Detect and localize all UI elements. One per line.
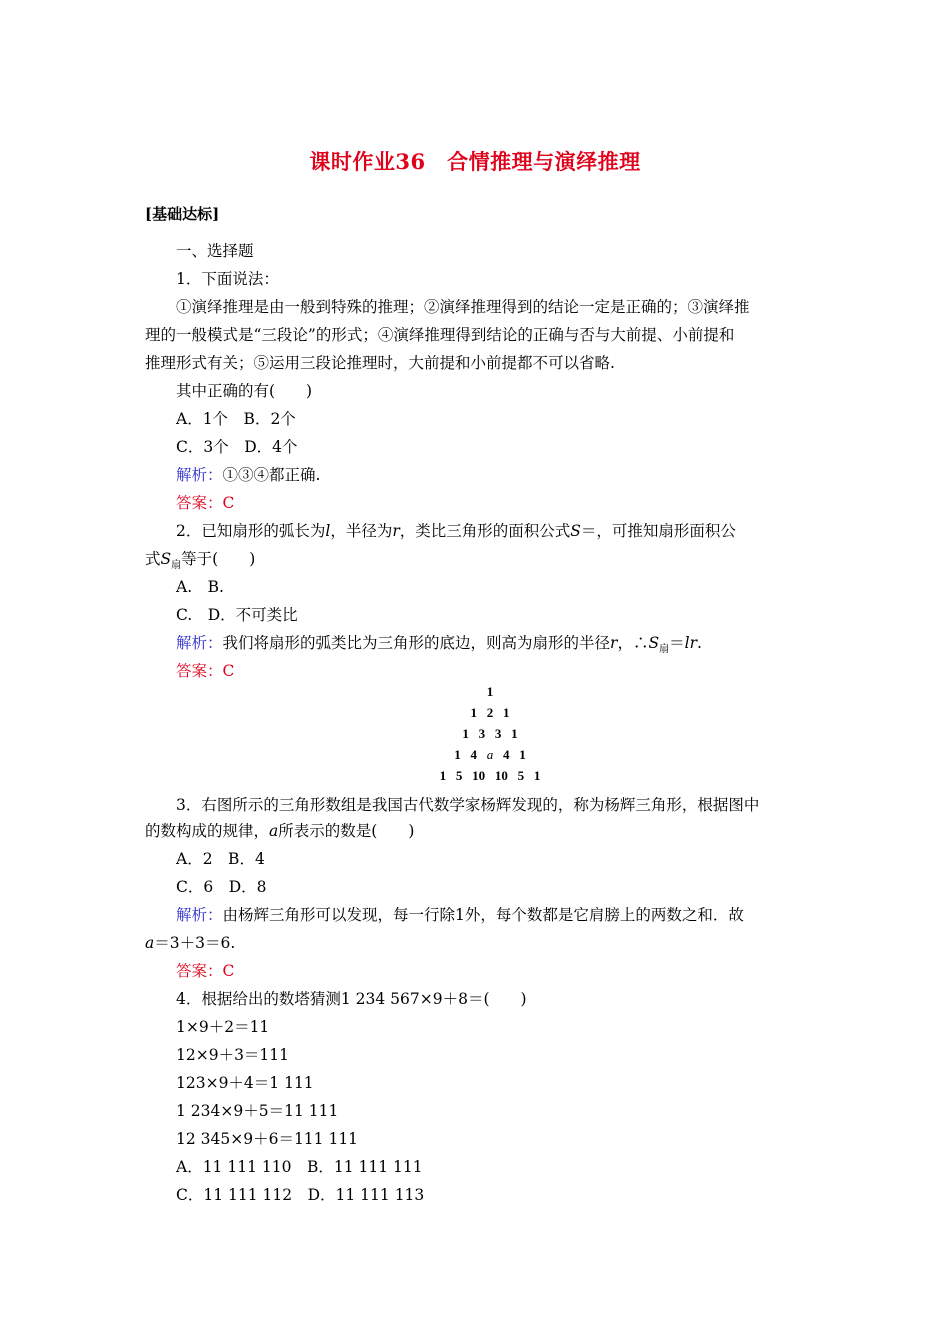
q2-stem-line1 [176, 521, 736, 541]
q3-text: 的数构成的规律， [145, 822, 270, 840]
q2-text: ，半径为 [330, 522, 393, 540]
answer-label: 答案： [176, 494, 223, 512]
analysis-text: 由杨辉三角形可以发现，每一行除1外，每个数都是它肩膀上的两数之和．故 [222, 906, 744, 924]
q2-options-cd: C. D．不可类比 [176, 606, 298, 624]
q2-subscript: 扇 [659, 644, 670, 656]
q1-options-cd: C．3个 D．4个 [176, 438, 298, 456]
q2-var-r: r [392, 522, 400, 540]
q1-analysis [176, 465, 320, 485]
q2-answer [176, 661, 234, 681]
analysis-text: ①③④都正确. [222, 466, 321, 484]
analysis-label: 解析： [176, 634, 223, 652]
q2-var-s: S [570, 522, 581, 540]
q3-answer [176, 961, 234, 981]
q4-eq-1: 1×9＋2＝11 [176, 1018, 270, 1036]
q3-var-a: a [269, 822, 279, 840]
q1-stem: 1．下面说法： [176, 270, 279, 288]
q1-line1: ①演绎推理是由一般到特殊的推理；②演绎推理得到的结论一定是正确的；③演绎推 [176, 298, 750, 316]
part-heading: 一、选择题 [176, 242, 254, 260]
q1-ask: 其中正确的有( ) [176, 382, 313, 400]
triangle-var-a: a [486, 747, 494, 762]
q4-eq-2: 12×9＋3＝111 [176, 1046, 290, 1064]
q2-var-lr: lr [684, 634, 697, 652]
q2-text: ，类比三角形的面积公式 [399, 522, 571, 540]
analysis-label: 解析： [176, 466, 223, 484]
triangle-row-1: 1 [486, 684, 494, 699]
q2-text: 2．已知扇形的弧长为 [176, 522, 326, 540]
q3-options-cd: C．6 D．8 [176, 878, 267, 896]
q2-var-r: r [610, 634, 618, 652]
q4-eq-5: 12 345×9＋6＝111 111 [176, 1130, 359, 1148]
triangle-row-5: 1 5 10 10 5 1 [439, 768, 541, 783]
q2-stem-line2 [145, 549, 255, 576]
q3-analysis-line2 [145, 933, 235, 953]
analysis-text: ＝ [669, 634, 685, 652]
q1-options-ab: A．1个 B．2个 [176, 410, 296, 428]
q2-var-l: l [325, 522, 331, 540]
q3-text: 所表示的数是( ) [278, 822, 415, 840]
triangle-row-2: 1 2 1 [470, 705, 510, 720]
section-heading: [基础达标] [145, 205, 220, 223]
q1-line2: 理的一般模式是“三段论”的形式；④演绎推理得到结论的正确与否与大前提、小前提和 [145, 326, 735, 344]
q2-text: 式 [145, 550, 161, 568]
q4-stem: 4．根据给出的数塔猜测1 234 567×9＋8＝( ) [176, 990, 527, 1008]
analysis-label: 解析： [176, 906, 223, 924]
q1-answer [176, 493, 234, 513]
analysis-text: ＝3＋3＝6. [154, 934, 236, 952]
q3-options-ab: A．2 B．4 [176, 850, 265, 868]
q3-stem-line2 [145, 821, 414, 841]
q4-options-ab: A．11 111 110 B．11 111 111 [176, 1158, 423, 1176]
q3-analysis [176, 905, 744, 925]
q2-text: ＝，可推知扇形面积公 [580, 522, 736, 540]
q4-options-cd: C．11 111 112 D．11 111 113 [176, 1186, 425, 1204]
q2-var-s: S [648, 634, 660, 652]
triangle-text: 1 4 [454, 747, 487, 762]
answer-value: C [222, 662, 235, 680]
analysis-text: . [696, 634, 702, 652]
q2-var-s: S [160, 550, 172, 568]
analysis-text: 我们将扇形的弧类比为三角形的底边，则高为扇形的半径 [222, 634, 611, 652]
page-title: 课时作业36 合情推理与演绎推理 [309, 149, 641, 174]
triangle-text: 4 1 [493, 747, 526, 762]
q4-eq-4: 1 234×9＋5＝11 111 [176, 1102, 339, 1120]
q2-text: 等于( ) [181, 550, 256, 568]
q4-eq-3: 123×9＋4＝1 111 [176, 1074, 314, 1092]
q2-analysis [176, 633, 702, 660]
q2-options-ab: A. B. [176, 578, 224, 596]
answer-label: 答案： [176, 962, 223, 980]
q1-line3: 推理形式有关；⑤运用三段论推理时，大前提和小前提都不可以省略. [145, 354, 615, 372]
q3-var-a: a [145, 934, 155, 952]
answer-label: 答案： [176, 662, 223, 680]
q3-stem-line1: 3．右图所示的三角形数组是我国古代数学家杨辉发现的，称为杨辉三角形，根据图中 [176, 796, 760, 814]
answer-value: C [222, 962, 235, 980]
answer-value: C [222, 494, 235, 512]
triangle-row-3: 1 3 3 1 [462, 726, 518, 741]
analysis-text: ，∴ [617, 634, 649, 652]
q2-subscript: 扇 [171, 560, 182, 572]
triangle-row-4 [400, 747, 580, 763]
